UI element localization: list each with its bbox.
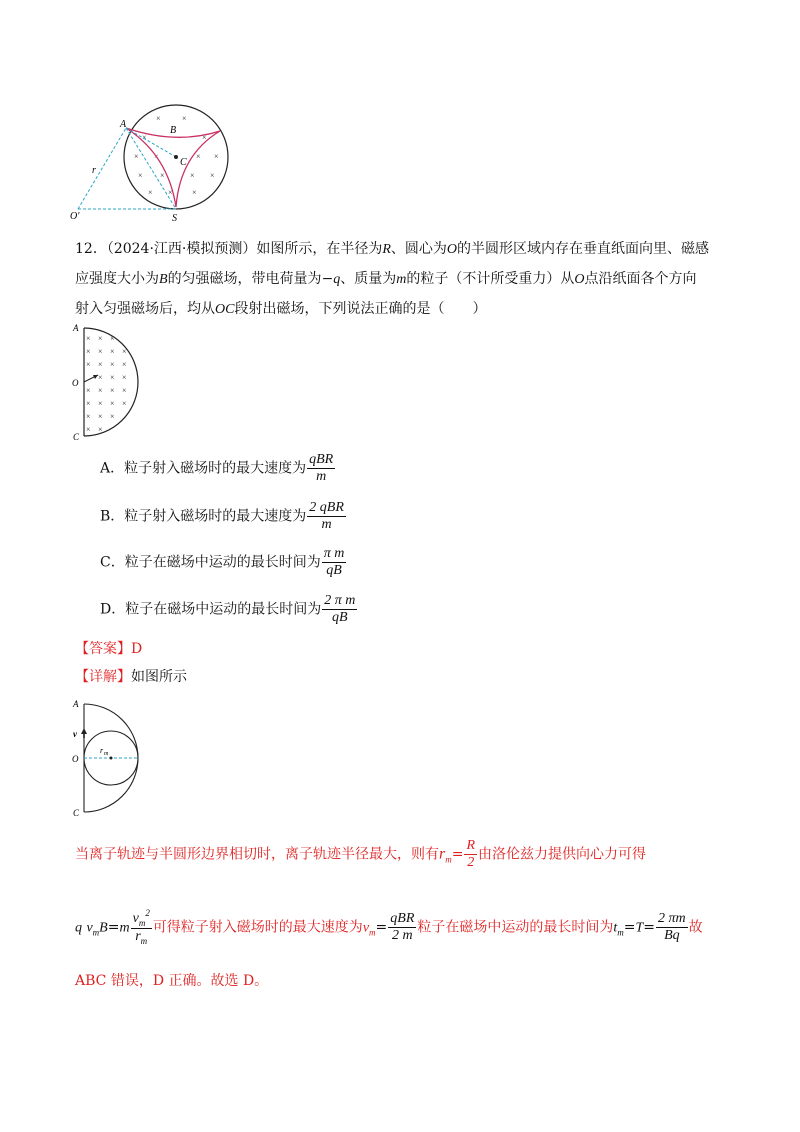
svg-text:×: ×	[86, 360, 91, 369]
question-line-2: 应强度大小为B的匀强磁场，带电荷量为−q、质量为m的粒子（不计所受重力）从O点沿纸面各个方向	[75, 271, 697, 287]
question-line-3: 射入匀强磁场后，均从OC段射出磁场，下列说法正确的是（ ）	[75, 301, 487, 317]
svg-text:×: ×	[214, 152, 219, 161]
svg-text:×: ×	[98, 347, 103, 356]
svg-text:×: ×	[142, 133, 147, 142]
svg-text:×: ×	[86, 386, 91, 395]
svg-text:×: ×	[110, 412, 115, 421]
solution-line-3: ABC 错误，D 正确。故选 D。	[75, 973, 269, 989]
svg-text:×: ×	[98, 360, 103, 369]
svg-text:O: O	[72, 754, 79, 764]
svg-text:×: ×	[86, 399, 91, 408]
svg-text:C: C	[73, 432, 80, 442]
svg-text:O': O'	[70, 211, 80, 222]
svg-text:×: ×	[122, 399, 127, 408]
svg-text:×: ×	[86, 334, 91, 343]
question-number: 12．	[75, 241, 107, 257]
svg-text:×: ×	[86, 425, 91, 434]
svg-text:C: C	[73, 808, 80, 818]
svg-text:O: O	[72, 378, 79, 388]
figure-semicircle-field	[70, 320, 150, 445]
svg-text:×: ×	[122, 386, 127, 395]
svg-text:×: ×	[110, 334, 115, 343]
field-crosses	[86, 334, 127, 434]
svg-text:×: ×	[86, 412, 91, 421]
svg-text:v: v	[73, 729, 77, 739]
svg-text:×: ×	[110, 386, 115, 395]
question-line-1: 12．（2024·江西·模拟预测）如图所示，在半径为R、圆心为O的半圆形区域内存在垂直纸面向里、磁感	[75, 241, 710, 257]
svg-text:×: ×	[98, 386, 103, 395]
svg-text:×: ×	[110, 360, 115, 369]
option-c: C．粒子在磁场中运动的最长时间为 $\frac{\text{π m}}{qB}$	[100, 546, 345, 579]
svg-text:×: ×	[160, 171, 165, 180]
option-a: A．粒子射入磁场时的最大速度为 $\frac{\text{qBR}}{m}$	[100, 452, 334, 485]
svg-text:r: r	[92, 165, 96, 176]
svg-text:×: ×	[168, 188, 173, 197]
svg-text:C: C	[180, 157, 187, 168]
detail-line: 【详解】如图所示	[75, 669, 187, 685]
svg-text:×: ×	[134, 152, 139, 161]
svg-text:×: ×	[190, 171, 195, 180]
answer-line: 【答案】D	[75, 641, 143, 657]
svg-text:×: ×	[122, 360, 127, 369]
svg-text:A: A	[73, 699, 79, 709]
svg-text:A: A	[120, 119, 127, 130]
svg-text:×: ×	[86, 347, 91, 356]
svg-text:×: ×	[110, 399, 115, 408]
svg-text:×: ×	[202, 133, 207, 142]
svg-text:×: ×	[98, 425, 103, 434]
svg-text:S: S	[172, 213, 177, 224]
svg-text:B: B	[170, 125, 177, 136]
question-source: （2024·江西·模拟预测）	[106, 241, 257, 257]
svg-text:m: m	[104, 751, 109, 757]
center-dot	[174, 155, 178, 159]
svg-text:×: ×	[196, 152, 201, 161]
svg-text:×: ×	[98, 399, 103, 408]
svg-text:×: ×	[98, 373, 103, 382]
svg-text:×: ×	[148, 188, 153, 197]
svg-text:×: ×	[110, 347, 115, 356]
solution-line-1: 当离子轨迹与半圆形边界相切时，离子轨迹半径最大，则有$r_m=$ $\frac{R}{2}$ 由洛伦兹力提供向心力可得	[75, 838, 647, 871]
svg-text:×: ×	[210, 171, 215, 180]
svg-text:×: ×	[98, 334, 103, 343]
svg-text:×: ×	[182, 114, 187, 123]
svg-text:×: ×	[156, 114, 161, 123]
svg-text:×: ×	[110, 373, 115, 382]
orbit-center-dot	[110, 757, 113, 760]
svg-text:×: ×	[138, 171, 143, 180]
svg-text:×: ×	[122, 373, 127, 382]
svg-text:A: A	[73, 323, 79, 333]
radius-dashed-a	[78, 128, 126, 209]
svg-text:×: ×	[192, 188, 197, 197]
figure-tangent-orbit	[70, 696, 150, 821]
svg-text:×: ×	[154, 152, 159, 161]
trajectory-right	[176, 131, 220, 207]
arrow-head	[81, 728, 87, 734]
option-b: B．粒子射入磁场时的最大速度为 $\frac{\text{2 qBR}}{m}$	[100, 500, 344, 533]
figure-circle-trajectories	[68, 95, 248, 230]
svg-text:×: ×	[122, 347, 127, 356]
option-d: D．粒子在磁场中运动的最长时间为 $\frac{\text{2 π m}}{qB}$	[100, 593, 356, 626]
solution-line-2: q $v_mB=m$ $\frac{v_m^2}{r_m}$ 可得粒子射入磁场时的最大速度为$v_m=$ $\frac{\text{qBR}}{2 m}$ 粒子在磁场中运动的最长时间为$t_m=T=$ $\frac{2 \pi m}{Bq}$ 故	[75, 908, 703, 947]
svg-text:r: r	[100, 746, 104, 755]
svg-text:×: ×	[98, 412, 103, 421]
